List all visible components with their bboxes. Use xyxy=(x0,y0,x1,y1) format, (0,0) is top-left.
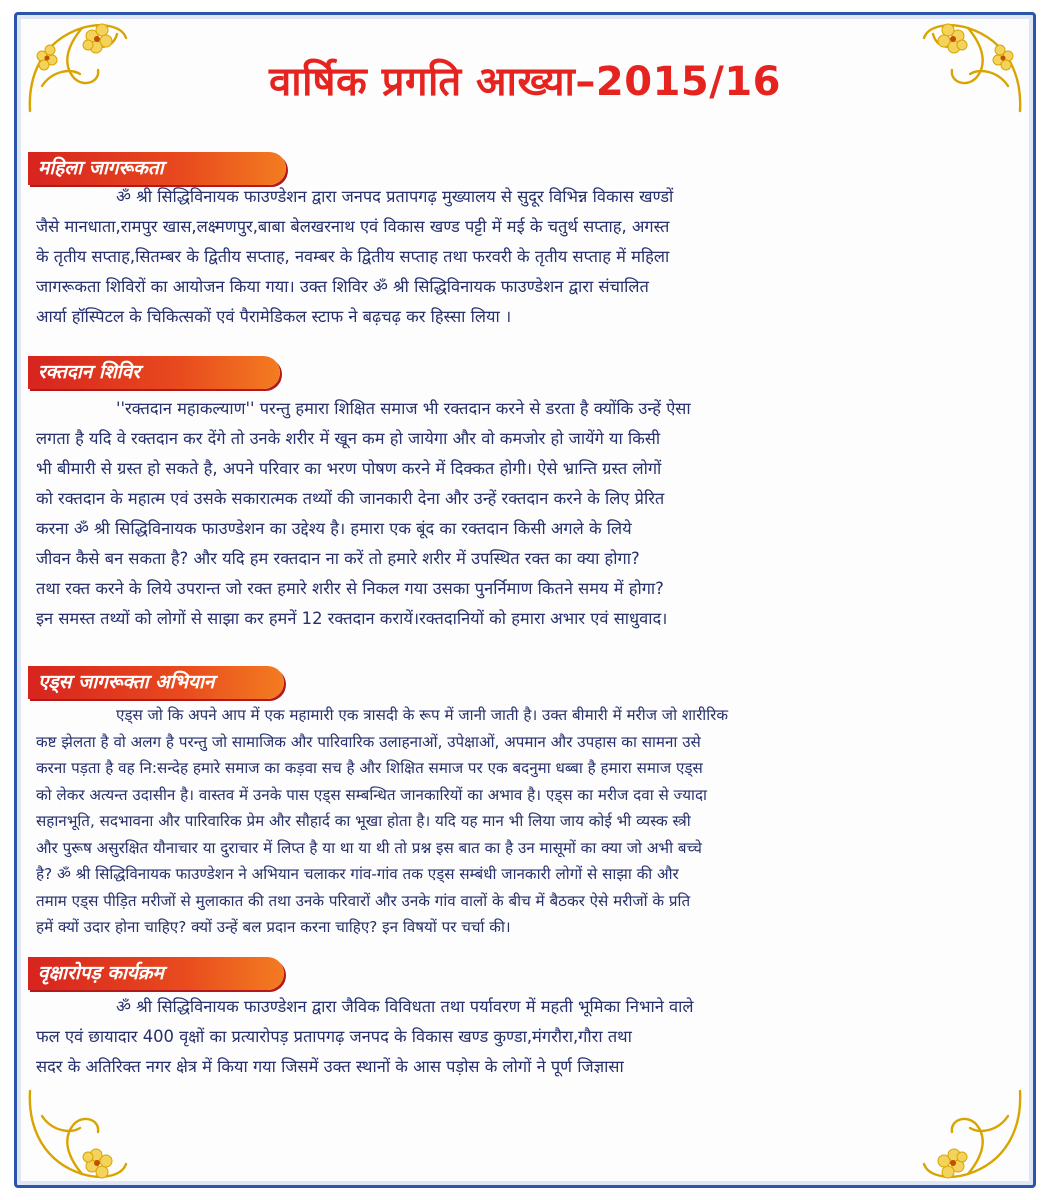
text-line: करना ॐ श्री सिद्धिविनायक फाउण्डेशन का उद्देश्य है। हमारा एक बूंद का रक्तदान किसी अगले के लिये xyxy=(36,519,632,538)
text-line: जागरूकता शिविरों का आयोजन किया गया। उक्त शिविर ॐ श्री सिद्धिविनायक फाउण्डेशन द्वारा संचालित xyxy=(36,277,649,296)
text-line: हमें क्यों उदार होना चाहिए? क्यों उन्हें बल प्रदान करना चाहिए? इन विषयों पर चर्चा की। xyxy=(36,918,511,936)
text-line: के तृतीय सप्ताह,सितम्बर के द्वितीय सप्ताह, नवम्बर के द्वितीय सप्ताह तथा फरवरी के तृतीय सप्ताह में महिला xyxy=(36,247,670,266)
text-line: जीवन कैसे बन सकता है? और यदि हम रक्तदान ना करें तो हमारे शरीर में उपस्थित रक्त का क्या होगा? xyxy=(36,549,640,568)
text-line: और पुरूष असुरक्षित यौनाचार या दुराचार में लिप्त है या था या थी तो प्रश्न इस बात का है उन मासूमों का क्या जो अभी बच्चे xyxy=(36,838,702,857)
text-line: सहानभूति, सदभावना और पारिवारिक प्रेम और सौहार्द का भूखा होता है। यदि यह मान भी लिया जाय कोई भी व्यस्क स्त्री xyxy=(36,812,691,830)
text-line: एड्स जो कि अपने आप में एक महामारी एक त्रासदी के रूप में जानी जाती है। उक्त बीमारी में मरीज जो शारीरिक xyxy=(116,706,729,724)
text-line: तथा रक्त करने के लिये उपरान्त जो रक्त हमारे शरीर से निकल गया उसका पुनर्निमाण कितने समय में होगा? xyxy=(36,579,664,598)
section-body-mahila-jagrukta xyxy=(36,182,1012,332)
section-body-raktdan-shivir xyxy=(36,394,1012,634)
text-line: फल एवं छायादार 400 वृक्षों का प्रत्यारोपड़ प्रतापगढ़ जनपद के विकास खण्ड कुण्डा,मंगरौरा,गौरा तथा xyxy=(36,1027,632,1046)
section-heading-raktdan-shivir: रक्तदान शिविर xyxy=(28,356,280,389)
section-body-vriksharopan-karyakram xyxy=(36,992,1012,1082)
section-body-aids-jagrukta-abhiyan xyxy=(36,702,1012,941)
text-line: ॐ श्री सिद्धिविनायक फाउण्डेशन द्वारा जैविक विविधता तथा पर्यावरण में महती भूमिका निभाने वाले xyxy=(116,997,694,1016)
text-line: ॐ श्री सिद्धिविनायक फाउण्डेशन द्वारा जनपद प्रतापगढ़ मुख्यालय से सुदूर विभिन्न विकास खण्डों xyxy=(116,187,674,206)
section-heading-mahila-jagrukta: महिला जागरूकता xyxy=(28,152,286,185)
section-heading-aids-jagrukta-abhiyan: एड्स जागरूक्ता अभियान xyxy=(28,666,284,699)
text-line: सदर के अतिरिक्त नगर क्षेत्र में किया गया जिसमें उक्त स्थानों के आस पड़ोस के लोगों ने पूर्ण जिज्ञासा xyxy=(36,1057,624,1076)
flower-ornament-icon xyxy=(918,1086,1028,1186)
text-line: लगता है यदि वे रक्तदान कर देंगे तो उनके शरीर में खून कम हो जायेगा और वो कमजोर हो जायेंगे या किसी xyxy=(36,429,661,448)
page-title: वार्षिक प्रगति आख्या–2015/16 xyxy=(268,59,782,105)
flower-ornament-icon xyxy=(22,1086,132,1186)
text-line: इन समस्त तथ्यों को लोगों से साझा कर हमनें 12 रक्तदान करायें।रक्तदानियों को हमारा अभार एवं साधुवाद। xyxy=(36,609,668,628)
text-line: जैसे मानधाता,रामपुर खास,लक्ष्मणपुर,बाबा बेलखरनाथ एवं विकास खण्ड पट्टी में मई के चतुर्थ सप्ताह, अगस्त xyxy=(36,217,670,236)
text-line: कष्ट झेलता है वो अलग है परन्तु जो सामाजिक और पारिवारिक उलाहनाओं, उपेक्षाओं, अपमान और उपहास का सामना उसे xyxy=(36,732,701,751)
text-line: को रक्तदान के महात्म एवं उसके सकारात्मक तथ्यों की जानकारी देना और उन्हें रक्तदान करने के लिए प्रेरित xyxy=(36,489,665,508)
text-line: तमाम एड्स पीड़ित मरीजों से मुलाकात की तथा उनके परिवारों और उनके गांव वालों के बीच में बैठकर ऐसे मरीजों के प्रति xyxy=(36,891,691,910)
text-line: है? ॐ श्री सिद्धिविनायक फाउण्डेशन ने अभियान चलाकर गांव-गांव तक एड्स सम्बंधी जानकारी लोगों से साझा की और xyxy=(36,865,679,883)
text-line: भी बीमारी से ग्रस्त हो सकते है, अपने परिवार का भरण पोषण करने में दिक्कत होगी। ऐसे भ्रान्ति ग्रस्त लोगों xyxy=(36,459,662,478)
text-line: आर्या हॉस्पिटल के चिकित्सकों एवं पैरामेडिकल स्टाफ ने बढ़चढ़ कर हिस्सा लिया । xyxy=(36,307,512,326)
text-line: करना पड़ता है वह नि:सन्देह हमारे समाज का कड़वा सच है और शिक्षित समाज पर एक बदनुमा धब्बा है हमारा समाज एड्स xyxy=(36,759,703,777)
text-line: ''रक्तदान महाकल्याण'' परन्तु हमारा शिक्षित समाज भी रक्तदान करने से डरता है क्योंकि उन्हें ऐसा xyxy=(116,399,691,418)
text-line: को लेकर अत्यन्त उदासीन है। वास्तव में उनके पास एड्स सम्बन्धित जानकारियों का अभाव है। एड्स का मरीज दवा से ज्यादा xyxy=(36,785,707,804)
section-heading-vriksharopan-karyakram: वृक्षारोपड़ कार्यक्रम xyxy=(28,957,284,990)
